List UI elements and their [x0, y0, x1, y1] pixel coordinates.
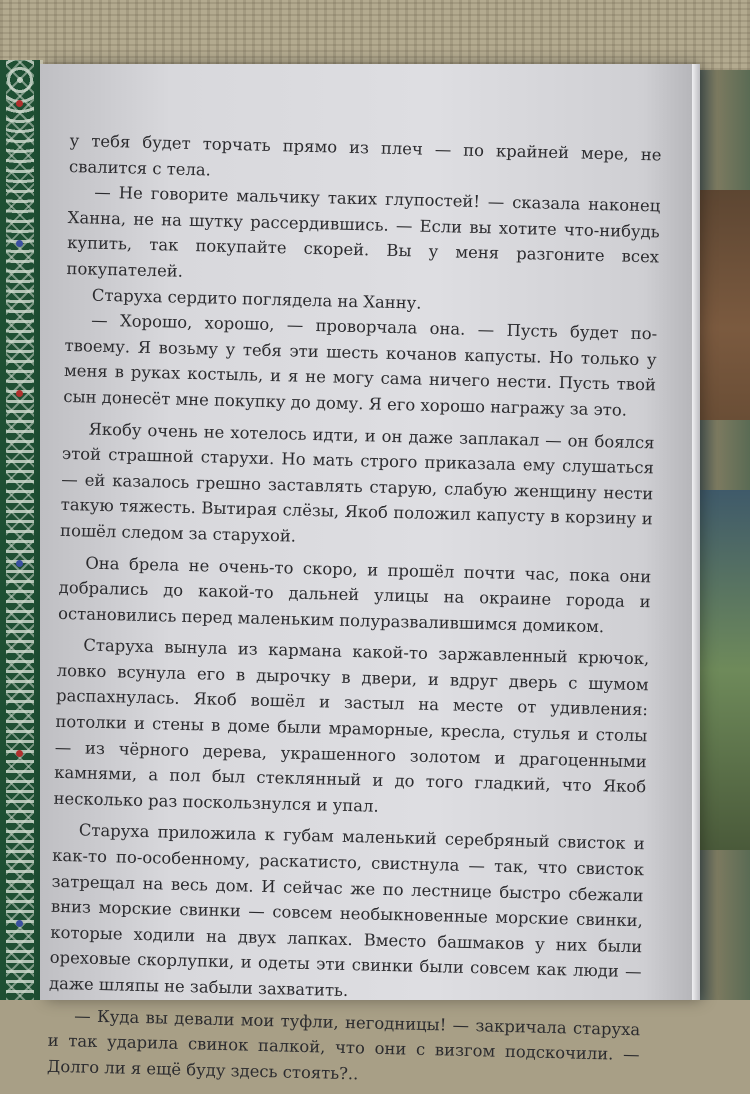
paragraph: у тебя будет торчать прямо из плеч — по крайней мере, не свалится с тела. — [68, 130, 662, 180]
ornament-dot — [16, 100, 23, 107]
paragraph: — Хорошо, хорошо, — проворчала она. — Пусть будет по-твоему. Я возьму у тебя эти шесть кочанов капусты. Но только у меня в руках костыль, и я не могу сама ничего нести. Пусть твой сын донесёт мне покупку до дому. Я его хорошо награжу за это. — [63, 310, 658, 420]
ornamental-border — [0, 60, 43, 1000]
paragraph: Якобу очень не хотелось идти, и он даже заплакал — он боялся этой страшной старухи. Но мать строго приказала ему слушаться — ей казалось грешно заставлять старую, слабую женщину нести такую тяжесть. Вытирая слёзы, Якоб положил капусту в корзину и пошёл следом за старухой. — [59, 419, 655, 546]
ornament-dot — [16, 390, 23, 397]
paragraph: Старуха приложила к губам маленький серебряный свисток и как-то по-особенному, раскатисто, свистнула — так, что свисток затрещал на весь дом. И сейчас же по лестнице быстро сбежали вниз морские свинки — совсем необыкновенные морские свинки, которые ходили на двух лапках. Вместо башмаков у них были ореховые скорлупки, и одеты эти свинки были совсем как люди — даже шляпы не забыли захватить. — [48, 820, 645, 1001]
paragraph: — Куда вы девали мои туфли, негодницы! — закричала старуха и так ударила свинок палкой, что они с визгом подскочили. — Долго ли я ещё буду здесь стоять?.. — [46, 1005, 641, 1084]
paragraph: Старуха сердито поглядела на Ханну. — [91, 285, 422, 313]
paragraph: — Не говорите мальчику таких глупостей! — сказала наконец Ханна, не на шутку рассердившись. — Если вы хотите что-нибудь купить, так покупайте скорей. Вы у меня разгоните всех покупателей. — [66, 182, 661, 281]
ornament-dot — [16, 560, 23, 567]
paragraph: Она брела не очень-то скоро, и прошёл почти час, пока они добрались до какой-то дальней улицы на окраине города и остановились перед маленьким полуразвалившимся домиком. — [57, 553, 652, 636]
paragraph: Старуха вынула из кармана какой-то заржавленный крючок, ловко всунула его в дырочку в двери, и вдруг дверь с шумом распахнулась. Якоб вошёл и застыл на месте от удивления: потолки и стены в доме были мраморные, кресла, стулья и столы — из чёрного дерева, украшенного золотом и драгоценными камнями, а пол был стеклянный и до того гладкий, что Якоб несколько раз поскользнулся и упал. — [53, 635, 650, 816]
ornament-dot — [16, 240, 23, 247]
ornament-dot — [16, 920, 23, 927]
page-text — [47, 128, 662, 1094]
page-edge — [692, 64, 700, 1000]
ornament-pattern — [6, 60, 34, 1000]
ornament-dot — [16, 750, 23, 757]
